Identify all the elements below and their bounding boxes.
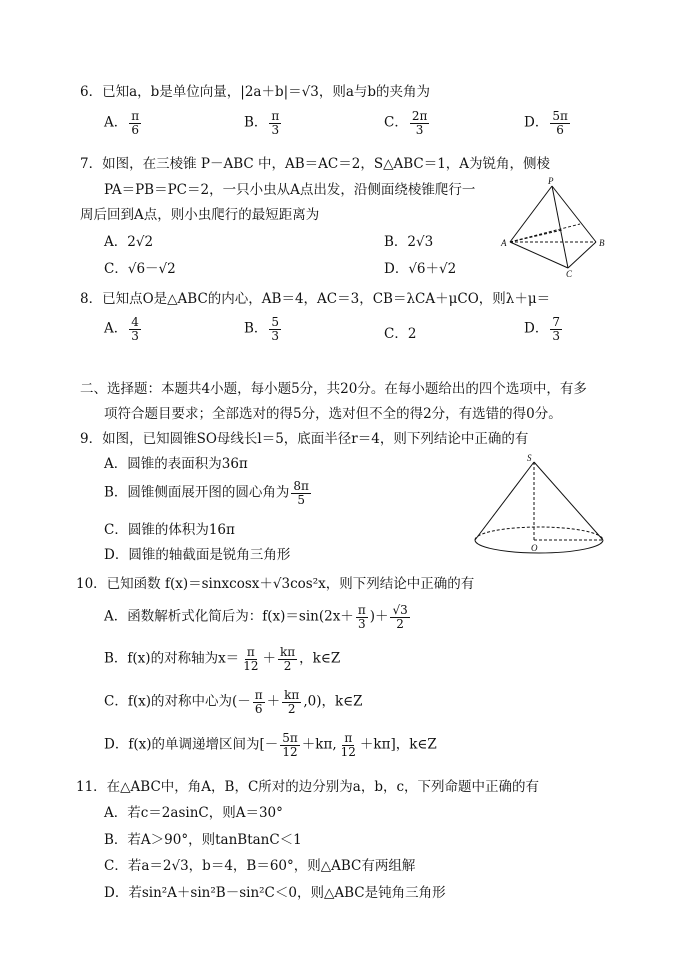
option-label: A． [104,320,128,337]
q11-option-b [104,828,302,848]
q8-option-a [104,316,143,342]
option-label: B． [244,320,268,337]
vertex-label-b: B [599,238,605,248]
option-text: f(x)的对称轴为x＝ [127,650,240,667]
option-label: D． [104,547,129,563]
q11-option-d [104,881,446,901]
fraction [282,689,301,715]
option-text: ＋kπ]，k∈Z [359,736,437,753]
fraction-numerator: π [271,109,280,123]
q9-stem: 9．如图，已知圆锥SO母线长l＝5，底面半径r＝4，则下列结论中正确的有 [80,431,529,447]
cone-base-front [475,540,603,553]
center-label-o: O [531,543,538,553]
fraction-denominator: 3 [271,122,280,137]
fraction-denominator: 12 [340,744,356,759]
q7-stem-line2: PA＝PB＝PC＝2，一只小虫从A点出发，沿侧面绕棱锥爬行一 [104,182,476,198]
option-text: 函数解析式化简后为：f(x)＝sin(2x＋ [127,608,354,625]
option-label: B． [244,114,268,131]
q7-option-b [384,230,433,250]
fraction-numerator: 5π [552,109,568,123]
q10-option-c [104,689,363,715]
fraction [390,604,409,630]
q11-option-a [104,801,283,821]
fraction-numerator: π [246,645,255,659]
option-label: C． [384,326,408,342]
option-text: √6＋√2 [408,261,457,277]
option-text: 若sin²A＋sin²B－sin²C＜0，则△ABC是钝角三角形 [128,885,446,901]
q6-option-a [104,110,143,136]
fraction-numerator: π [357,603,366,617]
vertex-label-p: P [548,176,554,186]
q10-option-b [104,646,340,672]
vertex-label-c: C [566,269,573,278]
option-text: 2 [407,326,417,342]
q7-option-c [104,257,176,277]
q7-option-a [104,230,153,250]
section2-heading-line1: 二、选择题：本题共4小题，每小题5分，共20分。在每小题给出的四个选项中，有多 [80,381,587,397]
option-label: A． [104,234,128,250]
fraction [129,316,141,342]
q8-option-c [384,322,416,342]
fraction [241,646,260,672]
option-label: B． [104,650,128,667]
option-label: A． [104,608,128,625]
q8-stem: 8．已知点O是△ABC的内心，AB＝4，AC＝3，CB＝λCA＋μCO，则λ＋μ＝ [80,291,551,307]
option-label: C． [104,522,128,538]
q8-option-d [524,316,564,342]
fraction-denominator: 3 [552,328,560,343]
option-text: ＋ [266,693,281,710]
option-text: 若a＝2√3，b＝4，B＝60°，则△ABC有两组解 [127,858,416,874]
option-text: √6－√2 [127,261,176,277]
option-label: D． [104,736,129,753]
fraction [253,689,265,715]
q7-stem-line3: 周后回到A点，则小虫爬行的最短距离为 [80,207,320,223]
option-label: A． [104,805,128,821]
fraction-denominator: 6 [254,701,263,716]
option-text: ,0)，k∈Z [303,693,363,710]
option-text: )＋ [369,608,389,625]
fraction-numerator: π [131,109,140,123]
edge-bc [568,242,596,268]
fraction-numerator: 5π [282,731,298,745]
q9-option-b [104,480,313,506]
option-label: C． [104,261,128,277]
option-text: 若A＞90°，则tanBtanC＜1 [127,832,302,848]
option-text: 圆锥的表面积为36π [127,456,248,472]
option-label: C． [384,114,408,131]
fraction-denominator: 3 [131,328,139,343]
option-text: ，k∈Z [299,650,341,667]
fraction-numerator: kπ [279,645,296,659]
fraction [280,732,300,758]
fraction-denominator: 2 [283,658,292,673]
fraction [129,110,141,136]
q8-option-b [244,316,283,342]
fraction [550,316,562,342]
q7-stem-line1: 7．如图，在三棱锥 P－ABC 中，AB＝AC＝2，S△ABC＝1，A为锐角，侧棱 [80,156,551,172]
pyramid-figure [500,176,610,278]
fraction [339,732,358,758]
q10-option-a [104,604,412,630]
fraction-numerator: 5 [271,315,280,329]
fraction [269,110,281,136]
option-label: B． [104,832,128,848]
q7-option-d [384,257,456,277]
fraction [550,110,570,136]
option-text: 2√3 [407,234,434,250]
cone-figure [470,452,610,562]
option-text: ＋kπ, [301,736,337,753]
option-text: 圆锥的轴截面是锐角三角形 [128,547,291,563]
q6-stem: 6．已知a，b是单位向量，|2a＋b|＝√3，则a与b的夹角为 [80,84,431,100]
option-label: A． [104,114,128,131]
fraction-denominator: 2 [396,616,404,631]
option-label: D． [524,114,549,131]
q11-stem: 11．在△ABC中，角A，B，C所对的边分别为a，b，c，下列命题中正确的有 [76,779,540,795]
edge-ac [510,242,568,268]
option-text: ＋ [262,650,276,667]
option-text: f(x)的对称中心为(－ [127,693,251,710]
q9-option-c [104,518,235,538]
q10-stem: 10．已知函数 f(x)＝sinxcosx＋√3cos²x，则下列结论中正确的有 [76,576,475,592]
apex-label-s: S [527,453,532,463]
fraction-denominator: 12 [282,744,298,759]
q6-option-d [524,110,572,136]
cone-slant-left [475,462,534,540]
fraction [269,316,281,342]
edge-pb [552,186,596,242]
fraction [291,480,311,506]
option-label: D． [524,320,549,337]
option-text: 圆锥侧面展开图的圆心角为 [127,484,290,501]
q6-option-b [244,110,283,136]
fraction-denominator: 6 [556,122,564,137]
fraction-denominator: 5 [297,492,305,507]
option-label: A． [104,456,128,472]
fraction-denominator: 6 [131,122,140,137]
cone-base-back [475,527,603,540]
fraction-denominator: 12 [243,658,259,673]
fraction-denominator: 2 [287,701,296,716]
option-label: C． [104,693,128,710]
fraction [356,604,368,630]
fraction-numerator: kπ [284,688,300,702]
fraction-numerator: π [254,688,263,702]
option-text: f(x)的单调递增区间为[－ [128,736,279,753]
fraction-numerator: 7 [552,315,560,329]
fraction-numerator: 4 [131,315,139,329]
fraction-denominator: 3 [271,328,280,343]
fraction-denominator: 3 [415,122,424,137]
option-label: B． [104,484,128,501]
option-label: D． [104,885,129,901]
option-text: 若c＝2asinC，则A＝30° [127,805,283,821]
q10-option-d [104,732,437,758]
fraction-numerator: √3 [392,603,408,617]
edge-pc [552,186,568,268]
fraction-numerator: π [344,731,353,745]
fraction-numerator: 8π [293,479,309,493]
q9-option-d [104,543,290,563]
option-text: 圆锥的体积为16π [127,522,235,538]
vertex-label-a: A [501,238,507,248]
fraction-denominator: 3 [357,616,366,631]
section2-heading-line2: 项符合题目要求；全部选对的得5分，选对但不全的得2分，有选错的得0分。 [104,406,562,422]
q11-option-c [104,854,415,874]
option-label: D． [384,261,409,277]
q6-option-c [384,110,431,136]
fraction [410,110,430,136]
fraction [278,646,297,672]
fraction-numerator: 2π [411,109,428,123]
option-text: 2√2 [127,234,154,250]
option-label: B． [384,234,408,250]
option-label: C． [104,858,128,874]
q9-option-a [104,452,248,472]
